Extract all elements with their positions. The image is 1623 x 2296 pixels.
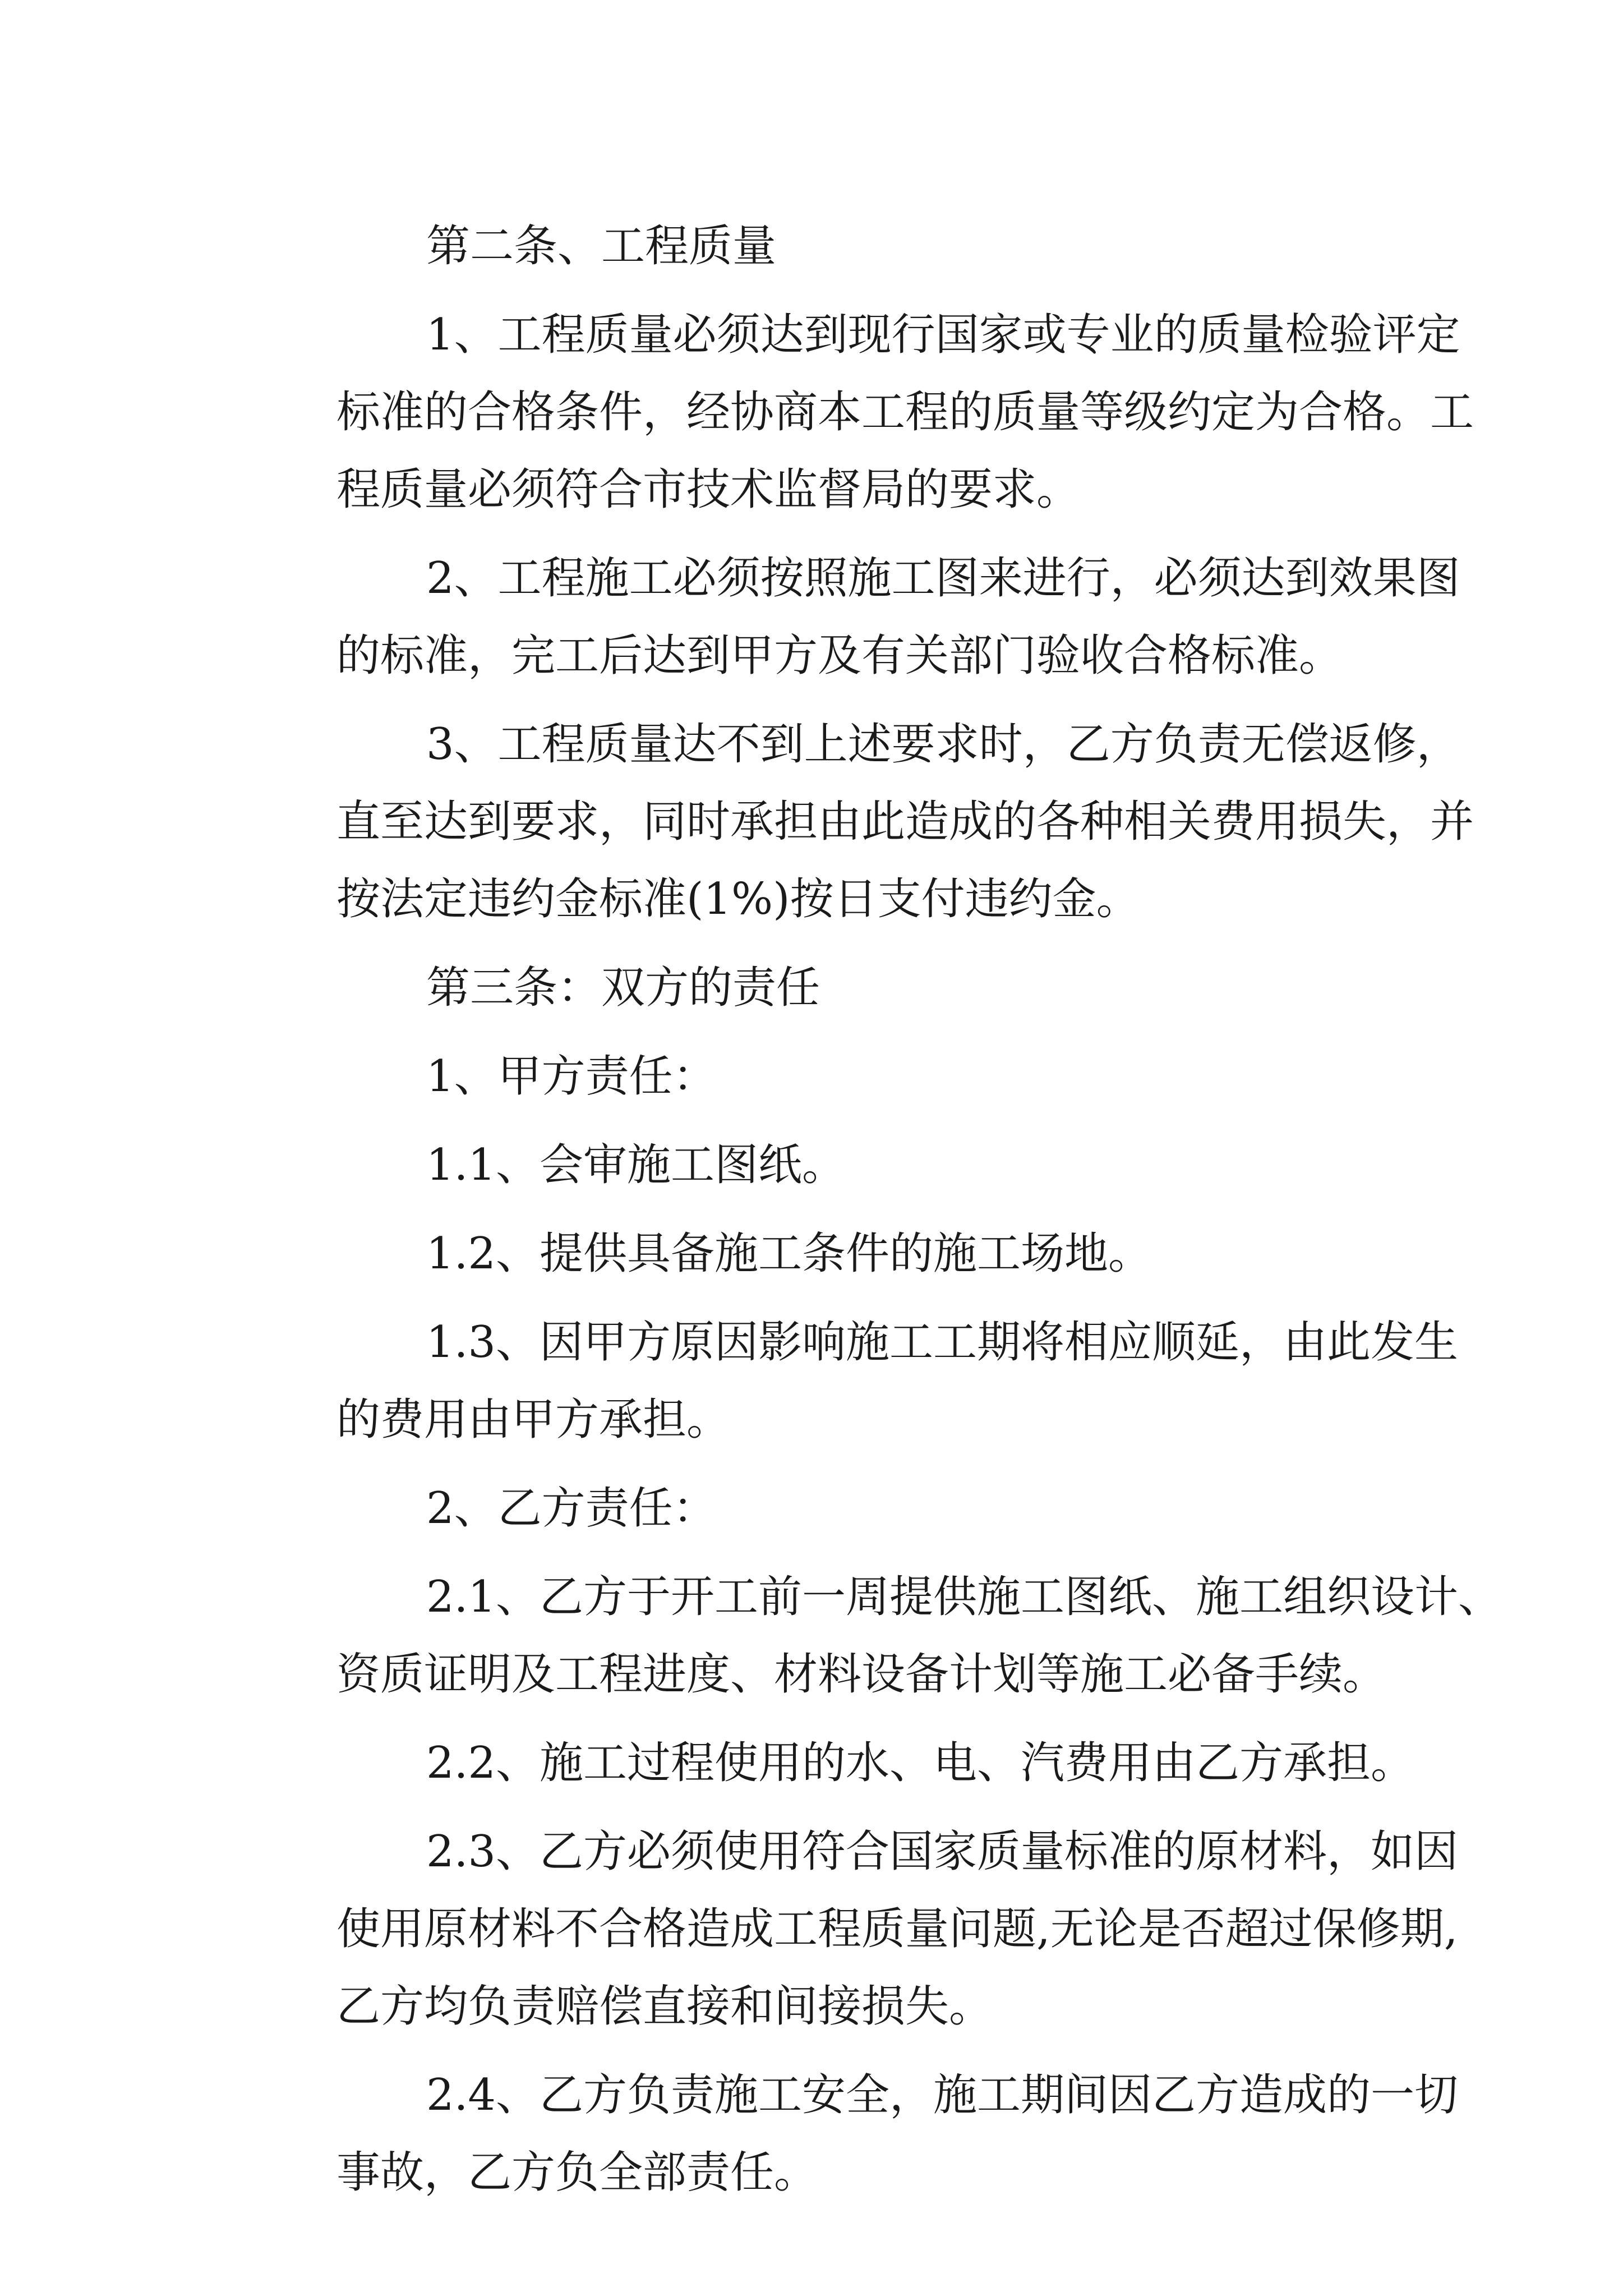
text-line: 的费用由甲方承担。 — [336, 1395, 731, 1445]
party-b-item-2-4 — [247, 2056, 1459, 2211]
text-line: 直至达到要求，同时承担由此造成的各种相关费用损失，并 — [336, 797, 1474, 847]
text-line: 2.3、乙方必须使用符合国家质量标准的原材料，如因 — [426, 1826, 1459, 1877]
text-line: 乙方均负责赔偿直接和间接损失。 — [336, 1981, 993, 2032]
text-line: 使用原材料不合格造成工程质量问题,无论是否超过保修期, — [336, 1904, 1458, 1954]
party-b-heading — [247, 1470, 1391, 1547]
text-line: 标准的合格条件，经协商本工程的质量等级约定为合格。工 — [336, 387, 1474, 438]
text-line: 2.1、乙方于开工前一周提供施工图纸、施工组织设计、 — [426, 1572, 1502, 1622]
text-line: 1.3、因甲方原因影响施工工期将相应顺延，由此发生 — [426, 1317, 1459, 1368]
text-line: 1、甲方责任： — [426, 1051, 717, 1102]
text-line: 1.1、会审施工图纸。 — [426, 1140, 846, 1190]
text-line: 事故，乙方负全部责任。 — [336, 2147, 818, 2198]
text-line: 第二条、工程质量 — [426, 221, 777, 272]
document-body — [247, 208, 1502, 2211]
party-b-item-2-3 — [247, 1813, 1459, 2045]
text-line: 1.2、提供具备施工条件的施工场地。 — [426, 1228, 1152, 1279]
text-line: 按法定违约金标准(1%)按日支付违约金。 — [336, 874, 1140, 924]
party-b-item-2-1 — [247, 1558, 1502, 1713]
text-line: 第三条：双方的责任 — [426, 963, 820, 1013]
text-line: 的标准，完工后达到甲方及有关部门验收合格标准。 — [336, 631, 1343, 681]
text-line: 3、工程质量达不到上述要求时，乙方负责无偿返修， — [426, 719, 1460, 770]
paragraph-quality-3 — [247, 706, 1474, 938]
section-heading-article-2 — [247, 208, 1391, 285]
party-a-item-1-3 — [247, 1304, 1459, 1458]
text-line: 2、乙方责任： — [426, 1483, 717, 1534]
text-line: 资质证明及工程进度、材料设备计划等施工必备手续。 — [336, 1649, 1387, 1700]
paragraph-quality-2 — [247, 540, 1460, 694]
paragraph-quality-1 — [247, 296, 1474, 528]
party-a-item-1-2 — [247, 1215, 1391, 1292]
text-line: 2.2、施工过程使用的水、电、汽费用由乙方承担。 — [426, 1738, 1415, 1788]
text-line: 2、工程施工必须按照施工图来进行，必须达到效果图 — [426, 553, 1460, 604]
text-line: 1、工程质量必须达到现行国家或专业的质量检验评定 — [426, 310, 1460, 360]
text-line: 2.4、乙方负责施工安全，施工期间因乙方造成的一切 — [426, 2070, 1459, 2120]
party-a-item-1-1 — [247, 1126, 1391, 1204]
party-a-heading — [247, 1038, 1391, 1115]
party-b-item-2-2 — [247, 1724, 1415, 1802]
section-heading-article-3 — [247, 949, 1391, 1027]
text-line: 程质量必须符合市技术监督局的要求。 — [336, 464, 1081, 515]
